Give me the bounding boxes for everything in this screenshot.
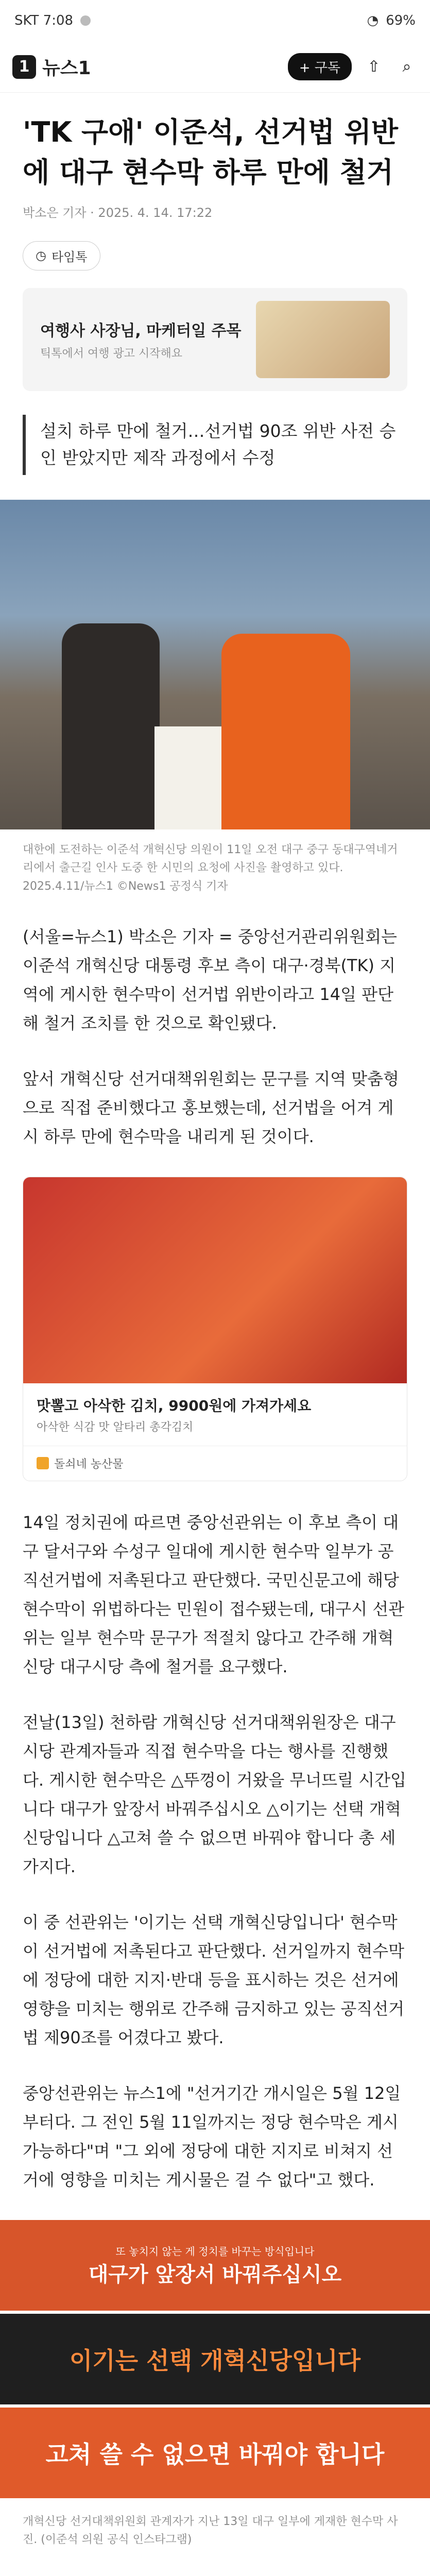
paragraph: 중앙선관위는 뉴스1에 "선거기간 개시일은 5월 12일부터다. 그 전인 5월 11일까지는 정당 현수막은 게시 가능하다"며 "그 외에 정당에 대한 지지로 비쳐지 선거에 영향을 미치는 게시물은 걸 수 없다"고 했다. [23,2083,401,2190]
paragraph: 앞서 개혁신당 선거대책위원회는 문구를 지역 맞춤형으로 직접 준비했다고 홍보했는데, 선거법을 어겨 게시 하루 만에 현수막을 내리게 된 것이다. [23,1069,399,1146]
share-icon[interactable]: ⇧ [367,58,381,76]
search-icon[interactable]: ⌕ [402,58,411,76]
article-photo [0,500,430,829]
paragraph [0,2549,430,2576]
status-time: SKT 7:08 [14,13,74,28]
brand-logo[interactable]: 1 [12,55,36,79]
photo-person-right [221,634,350,829]
banner-caption: 개혁신당 선거대책위원회 관계자가 지난 13일 대구 일부에 게재한 현수막 사진. (이준석 의원 공식 인스타그램) [23,2515,398,2546]
photo-person-left [62,623,160,829]
promo-title: 여행사 사장님, 마케터일 주목 [40,322,242,341]
promo-subtitle: 틱톡에서 여행 광고 시작해요 [40,347,183,361]
ad-subtitle: 아삭한 식감 맛 알타리 총각김치 [37,1420,194,1434]
paragraph: (서울=뉴스1) 박소은 기자 = 중앙선거관리위원회는 이준석 개혁신당 대통령 후보 측이 대구·경북(TK) 지역에 게시한 현수막이 선거법 위반이라고 14일 판단해 철거 조치를 한 것으로 확인됐다. [23,926,397,1033]
banner-1: 또 놓치지 않는 게 정치를 바꾸는 방식입니다 대구가 앞장서 바꿔주십시오 [0,2220,430,2314]
ad-source: 돌쇠네 농산물 [54,1458,124,1471]
paragraph: 이 중 선관위는 '이기는 선택 개혁신당입니다' 현수막이 선거법에 저촉된다고 판단했다. 선거일까지 현수막에 정당에 대한 지지·반대 등을 표시하는 것은 선거에 영향을 미치는 행위로 간주해 금지하고 있는 공직선거법 제90조를 어겼다고 봤다. [23,1912,405,2047]
clock-icon: ◷ [36,248,46,263]
paragraph: 전날(13일) 천하람 개혁신당 선거대책위원장은 대구시당 관계자들과 직접 현수막을 다는 행사를 진행했다. 게시한 현수막은 △뚜껑이 거왔을 무너뜨릴 시간입니다 대구가 앞장서 바꿔주십시오 △이기는 선택 개혁신당입니다 △고쳐 쓸 수 없으면 바꿔야 합니다 총 세 가지다. [23,1712,406,1876]
promo-banner[interactable] [23,288,407,391]
article-summary: 설치 하루 만에 철거…선거법 90조 위반 사전 승인 받았지만 제작 과정에서 수정 [23,415,407,476]
ad-image [23,1177,407,1383]
banner-2: 이기는 선택 개혁신당입니다 [0,2314,430,2408]
top-bar [0,41,430,93]
battery-level: 69% [386,13,416,28]
brand-name[interactable]: 뉴스1 [42,58,91,79]
timetalk-button[interactable]: ◷ 타임톡 [23,241,100,270]
byline: 박소은 기자 · 2025. 4. 14. 17:22 [23,205,213,220]
article-title: 'TK 구애' 이준석, 선거법 위반에 대구 현수막 하루 만에 철거 [23,116,399,189]
promo-image [256,301,390,378]
notification-icon [80,15,91,26]
photo-caption: 대한에 도전하는 이준석 개혁신당 의원이 11일 오전 대구 중구 동대구역네거리에서 출근길 인사 도중 한 시민의 요청에 사진을 촬영하고 있다. 2025.4.11/뉴스1 ©News1 공정식 기자 [23,843,398,893]
status-bar [0,0,430,41]
banner-photo [0,2220,430,2501]
paragraph: 14일 정치권에 따르면 중앙선관위는 이 후보 측이 대구 달서구와 수성구 일대에 게시한 현수막 일부가 공직선거법에 저촉된다고 판단했다. 국민신문고에 해당 현수막이 위법하다는 민원이 접수됐는데, 대구시 선관위는 일부 현수막 문구가 적절치 않다고 간주해 개혁신당 대구시당 측에 철거를 요구했다. [23,1512,405,1676]
follow-button[interactable]: + 구독 [288,53,352,80]
store-icon [37,1457,49,1469]
ad-card[interactable] [23,1177,407,1481]
ad-title: 맛뽈고 아삭한 김치, 9900원에 가져가세요 [37,1397,312,1414]
wifi-icon: ◔ [367,13,379,28]
banner-3: 고쳐 쓸 수 없으면 바꿔야 합니다 [0,2408,430,2501]
